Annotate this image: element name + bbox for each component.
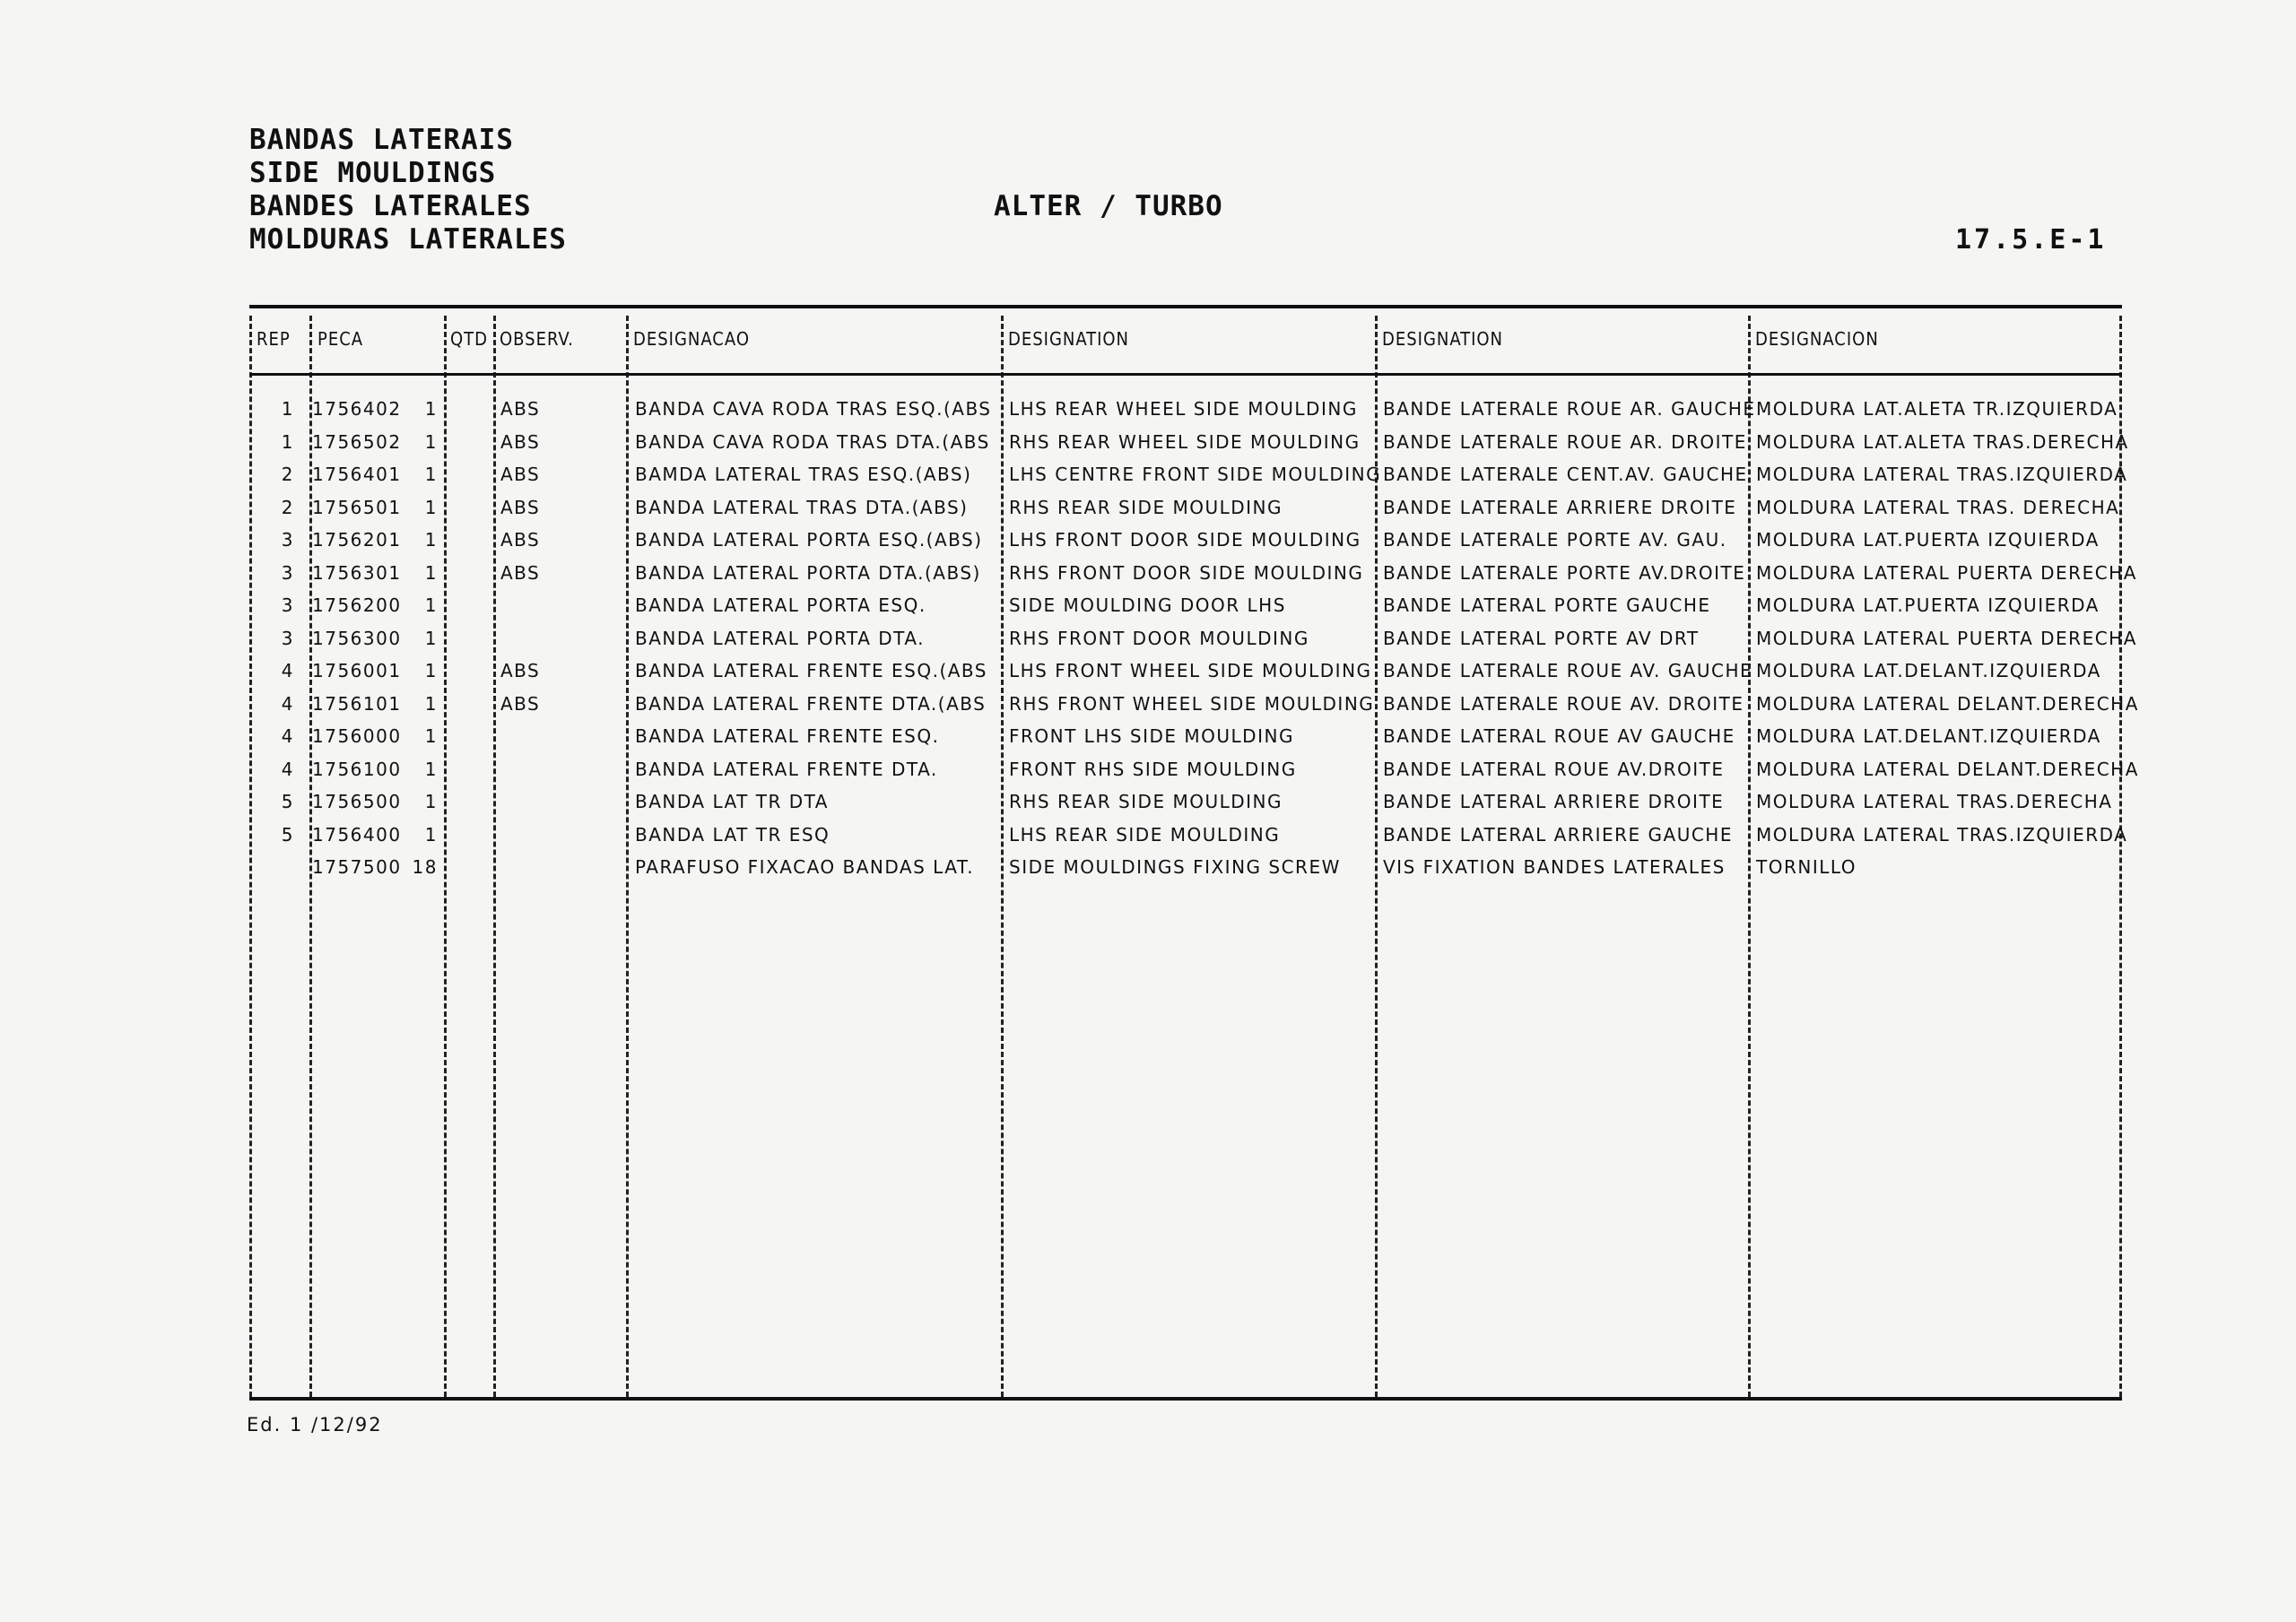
cell-designacion: MOLDURA LATERAL DELANT.DERECHA bbox=[1756, 758, 2139, 780]
column-header-designacao: DESIGNACAO bbox=[633, 328, 750, 350]
edition-date: Ed. 1 /12/92 bbox=[247, 1414, 383, 1436]
cell-designation-en: RHS REAR SIDE MOULDING bbox=[1009, 496, 1283, 518]
cell-observ: ABS bbox=[500, 692, 541, 715]
cell-peca: 1756001 bbox=[312, 660, 402, 681]
cell-designation-fr: BANDE LATERALE PORTE AV. GAU. bbox=[1383, 529, 1727, 551]
cell-peca: 1756201 bbox=[312, 529, 402, 551]
cell-designation-en: RHS FRONT DOOR SIDE MOULDING bbox=[1009, 561, 1364, 584]
cell-rep: 4 bbox=[281, 725, 294, 747]
cell-designation-fr: BANDE LATERALE ROUE AV. DROITE bbox=[1383, 692, 1744, 715]
cell-designacao: BANDA LATERAL FRENTE ESQ.(ABS bbox=[635, 660, 987, 681]
cell-designacion: MOLDURA LATERAL PUERTA DERECHA bbox=[1756, 627, 2137, 649]
title-spanish: MOLDURAS LATERALES bbox=[249, 223, 567, 256]
section-titles bbox=[249, 124, 567, 256]
cell-rep: 4 bbox=[281, 660, 294, 681]
cell-peca: 1757500 bbox=[312, 856, 402, 878]
table-row bbox=[249, 688, 2139, 721]
table-row bbox=[249, 655, 2122, 688]
header-separator bbox=[249, 373, 2122, 376]
cell-designation-en: LHS FRONT DOOR SIDE MOULDING bbox=[1009, 529, 1361, 551]
cell-designacion: MOLDURA LAT.DELANT.IZQUIERDA bbox=[1756, 660, 2101, 681]
cell-qtd: 1 bbox=[424, 398, 438, 420]
cell-designation-fr: BANDE LATERALE CENT.AV. GAUCHE bbox=[1383, 464, 1748, 485]
page-reference: 17.5.E-1 bbox=[1955, 224, 2107, 256]
cell-designation-en: FRONT LHS SIDE MOULDING bbox=[1009, 725, 1294, 747]
table-row bbox=[249, 458, 2128, 491]
cell-rep: 3 bbox=[281, 561, 294, 584]
cell-qtd: 1 bbox=[424, 823, 438, 846]
cell-designacion: MOLDURA LAT.DELANT.IZQUIERDA bbox=[1756, 725, 2101, 747]
cell-rep: 3 bbox=[281, 594, 294, 616]
cell-designation-fr: BANDE LATERALE ARRIERE DROITE bbox=[1383, 496, 1737, 518]
cell-observ: ABS bbox=[500, 464, 541, 485]
cell-designacao: BANDA LAT TR DTA bbox=[635, 791, 829, 812]
cell-designacao: BANDA LAT TR ESQ bbox=[635, 823, 831, 846]
table-row bbox=[249, 393, 2122, 426]
cell-designation-fr: BANDE LATERAL ROUE AV GAUCHE bbox=[1383, 725, 1735, 747]
cell-rep: 4 bbox=[281, 758, 294, 780]
cell-qtd: 1 bbox=[424, 692, 438, 715]
table-row bbox=[249, 720, 2122, 753]
cell-designacao: BANDA LATERAL TRAS DTA.(ABS) bbox=[635, 496, 969, 518]
table-row bbox=[249, 622, 2137, 655]
cell-peca: 1756401 bbox=[312, 464, 402, 485]
cell-designation-en: LHS FRONT WHEEL SIDE MOULDING bbox=[1009, 660, 1372, 681]
table-row bbox=[249, 819, 2128, 852]
cell-observ: ABS bbox=[500, 561, 541, 584]
cell-designation-fr: BANDE LATERALE ROUE AV. GAUCHE bbox=[1383, 660, 1753, 681]
cell-observ: ABS bbox=[500, 430, 541, 453]
column-header-designation-en: DESIGNATION bbox=[1008, 328, 1130, 350]
title-english: SIDE MOULDINGS bbox=[249, 157, 497, 189]
cell-peca: 1756502 bbox=[312, 430, 402, 453]
column-header-observ: OBSERV. bbox=[500, 328, 574, 350]
cell-peca: 1756101 bbox=[312, 692, 402, 715]
cell-designacao: BANDA LATERAL FRENTE ESQ. bbox=[635, 725, 940, 747]
cell-rep: 3 bbox=[281, 529, 294, 551]
cell-qtd: 1 bbox=[424, 496, 438, 518]
cell-designation-fr: BANDE LATERAL ARRIERE DROITE bbox=[1383, 791, 1725, 812]
cell-peca: 1756200 bbox=[312, 594, 402, 616]
cell-designacion: MOLDURA LATERAL TRAS.DERECHA bbox=[1756, 791, 2113, 812]
cell-designacao: BANDA LATERAL PORTA DTA. bbox=[635, 627, 926, 649]
cell-rep: 3 bbox=[281, 627, 294, 649]
cell-peca: 1756000 bbox=[312, 725, 402, 747]
cell-designation-fr: BANDE LATERAL ARRIERE GAUCHE bbox=[1383, 823, 1733, 846]
cell-peca: 1756100 bbox=[312, 758, 402, 780]
cell-designation-en: SIDE MOULDING DOOR LHS bbox=[1009, 594, 1286, 616]
cell-designacion: MOLDURA LAT.ALETA TR.IZQUIERDA bbox=[1756, 398, 2118, 420]
cell-peca: 1756402 bbox=[312, 398, 402, 420]
table-row bbox=[249, 785, 2122, 819]
cell-designacion: MOLDURA LAT.PUERTA IZQUIERDA bbox=[1756, 529, 2100, 551]
cell-peca: 1756300 bbox=[312, 627, 402, 649]
cell-observ: ABS bbox=[500, 660, 541, 681]
cell-designation-fr: BANDE LATERAL PORTE GAUCHE bbox=[1383, 594, 1711, 616]
cell-designacao: BANDA LATERAL PORTA ESQ.(ABS) bbox=[635, 529, 983, 551]
cell-qtd: 1 bbox=[424, 660, 438, 681]
column-header-designacion: DESIGNACION bbox=[1755, 328, 1879, 350]
cell-designation-fr: VIS FIXATION BANDES LATERALES bbox=[1383, 856, 1726, 878]
title-french: BANDES LATERALES bbox=[249, 190, 532, 222]
cell-qtd: 18 bbox=[412, 856, 438, 878]
table-row bbox=[249, 589, 2122, 622]
cell-designacion: MOLDURA LATERAL PUERTA DERECHA bbox=[1756, 561, 2137, 584]
cell-designacion: MOLDURA LATERAL TRAS.IZQUIERDA bbox=[1756, 464, 2128, 485]
cell-qtd: 1 bbox=[424, 725, 438, 747]
cell-qtd: 1 bbox=[424, 464, 438, 485]
cell-designacao: BANDA LATERAL PORTA DTA.(ABS) bbox=[635, 561, 981, 584]
cell-designacion: MOLDURA LATERAL TRAS. DERECHA bbox=[1756, 496, 2120, 518]
cell-rep: 5 bbox=[281, 823, 294, 846]
table-row bbox=[249, 753, 2139, 786]
title-portuguese: BANDAS LATERAIS bbox=[249, 124, 514, 156]
cell-observ: ABS bbox=[500, 398, 541, 420]
cell-rep: 1 bbox=[281, 430, 294, 453]
cell-rep: 2 bbox=[281, 496, 294, 518]
cell-designation-en: RHS REAR SIDE MOULDING bbox=[1009, 791, 1283, 812]
cell-qtd: 1 bbox=[424, 430, 438, 453]
cell-designacao: BAMDA LATERAL TRAS ESQ.(ABS) bbox=[635, 464, 972, 485]
cell-designation-en: SIDE MOULDINGS FIXING SCREW bbox=[1009, 856, 1341, 878]
cell-designation-en: FRONT RHS SIDE MOULDING bbox=[1009, 758, 1297, 780]
cell-peca: 1756501 bbox=[312, 496, 402, 518]
cell-peca: 1756500 bbox=[312, 791, 402, 812]
cell-peca: 1756301 bbox=[312, 561, 402, 584]
cell-rep: 5 bbox=[281, 791, 294, 812]
cell-designation-en: LHS REAR WHEEL SIDE MOULDING bbox=[1009, 398, 1358, 420]
cell-qtd: 1 bbox=[424, 561, 438, 584]
cell-rep: 1 bbox=[281, 398, 294, 420]
cell-qtd: 1 bbox=[424, 627, 438, 649]
cell-designacion: MOLDURA LATERAL TRAS.IZQUIERDA bbox=[1756, 823, 2128, 846]
column-header-qtd: QTD bbox=[450, 328, 489, 350]
cell-rep: 4 bbox=[281, 692, 294, 715]
cell-designation-en: RHS FRONT WHEEL SIDE MOULDING bbox=[1009, 692, 1375, 715]
cell-designation-fr: BANDE LATERALE ROUE AR. DROITE bbox=[1383, 430, 1747, 453]
cell-rep: 2 bbox=[281, 464, 294, 485]
table-body bbox=[249, 393, 2139, 884]
cell-qtd: 1 bbox=[424, 594, 438, 616]
cell-designation-en: RHS REAR WHEEL SIDE MOULDING bbox=[1009, 430, 1361, 453]
cell-designation-fr: BANDE LATERALE ROUE AR. GAUCHE bbox=[1383, 398, 1756, 420]
cell-designacion: TORNILLO bbox=[1756, 856, 1857, 878]
table-row bbox=[249, 851, 2122, 884]
cell-designation-en: LHS REAR SIDE MOULDING bbox=[1009, 823, 1281, 846]
cell-designation-en: RHS FRONT DOOR MOULDING bbox=[1009, 627, 1309, 649]
parts-table bbox=[249, 305, 2139, 1401]
cell-designacao: BANDA LATERAL PORTA ESQ. bbox=[635, 594, 926, 616]
cell-qtd: 1 bbox=[424, 529, 438, 551]
table-row bbox=[249, 557, 2137, 590]
cell-designation-fr: BANDE LATERAL ROUE AV.DROITE bbox=[1383, 758, 1725, 780]
table-row bbox=[249, 491, 2122, 525]
cell-designacao: BANDA LATERAL FRENTE DTA. bbox=[635, 758, 938, 780]
model-title: ALTER / TURBO bbox=[994, 190, 1223, 222]
cell-designation-fr: BANDE LATERAL PORTE AV DRT bbox=[1383, 627, 1700, 649]
cell-designacao: BANDA LATERAL FRENTE DTA.(ABS bbox=[635, 692, 987, 715]
column-header-peca: PECA bbox=[317, 328, 364, 350]
cell-designation-fr: BANDE LATERALE PORTE AV.DROITE bbox=[1383, 561, 1746, 584]
cell-qtd: 1 bbox=[424, 791, 438, 812]
table-row bbox=[249, 426, 2129, 459]
column-header-rep: REP bbox=[257, 328, 291, 350]
cell-designacao: PARAFUSO FIXACAO BANDAS LAT. bbox=[635, 856, 975, 878]
cell-observ: ABS bbox=[500, 496, 541, 518]
table-row bbox=[249, 524, 2122, 557]
cell-observ: ABS bbox=[500, 529, 541, 551]
cell-qtd: 1 bbox=[424, 758, 438, 780]
cell-designacao: BANDA CAVA RODA TRAS ESQ.(ABS bbox=[635, 398, 992, 420]
cell-designation-en: LHS CENTRE FRONT SIDE MOULDING bbox=[1009, 464, 1382, 485]
cell-designacion: MOLDURA LAT.PUERTA IZQUIERDA bbox=[1756, 594, 2100, 616]
cell-designacion: MOLDURA LAT.ALETA TRAS.DERECHA bbox=[1756, 430, 2129, 453]
cell-peca: 1756400 bbox=[312, 823, 402, 846]
cell-designacao: BANDA CAVA RODA TRAS DTA.(ABS bbox=[635, 430, 990, 453]
cell-designacion: MOLDURA LATERAL DELANT.DERECHA bbox=[1756, 692, 2139, 715]
column-header-designation-fr: DESIGNATION bbox=[1382, 328, 1504, 350]
